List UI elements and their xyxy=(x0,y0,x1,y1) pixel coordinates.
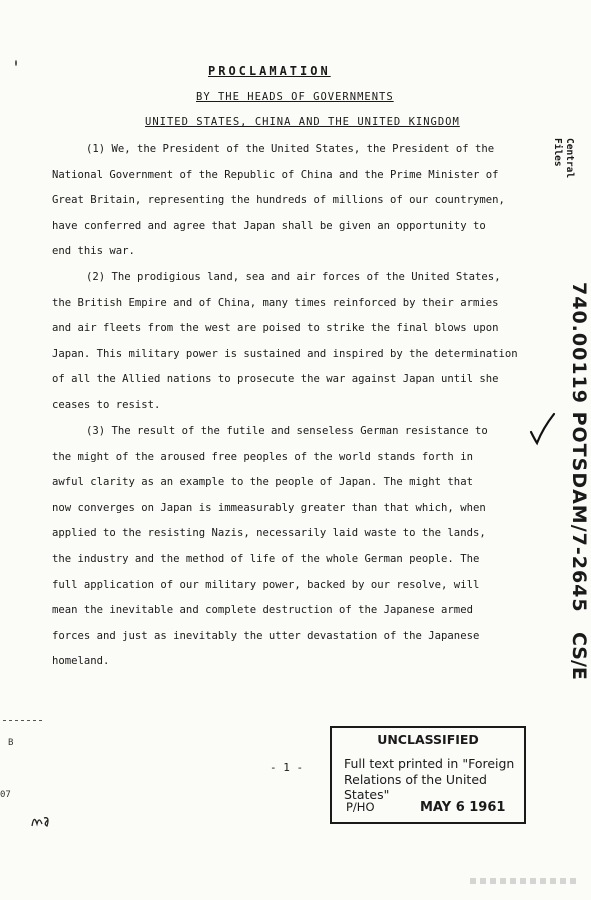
scan-noise xyxy=(470,878,580,884)
paragraph-3 xyxy=(52,419,540,675)
paragraph-line: (2) The prodigious land, sea and air forces of the United States, xyxy=(86,271,501,283)
handwritten-check-mark xyxy=(527,410,557,446)
margin-mark-bottom: 07 xyxy=(0,790,11,800)
paragraph-line: applied to the resisting Nazis, necessarily laid waste to the lands, xyxy=(52,527,486,540)
paragraph-line: full application of our military power, backed by our resolve, will xyxy=(52,578,480,591)
file-number: 740.00119 POTSDAM/7-2645 xyxy=(568,282,590,613)
paragraph-line: Japan. This military power is sustained and inspired by the determination xyxy=(52,347,518,360)
paragraph-line: (1) We, the President of the United States, the President of the xyxy=(86,143,495,155)
page-number: - 1 - xyxy=(270,761,304,774)
scan-speck xyxy=(15,60,17,66)
paragraph-2 xyxy=(52,265,540,419)
paragraph-line: now converges on Japan is immeasurably greater than that which, when xyxy=(52,501,486,514)
stamp-line-files: Files xyxy=(552,138,563,167)
stamp-note-line-2: Relations of the United States" xyxy=(344,772,487,802)
paragraph-line: of all the Allied nations to prosecute the war against Japan until she xyxy=(52,373,499,386)
document-parties: UNITED STATES, CHINA AND THE UNITED KINGDOM xyxy=(145,116,460,128)
paragraph-line: the British Empire and of China, many times reinforced by their armies xyxy=(52,296,499,309)
file-classification: CS/E xyxy=(568,632,590,680)
paragraph-line: ceases to resist. xyxy=(52,398,161,411)
paragraph-line: awful clarity as an example to the people of Japan. The might that xyxy=(52,476,473,489)
paragraph-line: the industry and the method of life of the whole German people. The xyxy=(52,552,480,565)
paragraph-line: National Government of the Republic of China and the Prime Minister of xyxy=(52,168,499,181)
central-files-stamp xyxy=(551,138,575,178)
paragraph-line: (3) The result of the futile and senseless German resistance to xyxy=(86,425,488,437)
stamp-header: UNCLASSIFIED xyxy=(377,732,479,747)
document-subtitle: BY THE HEADS OF GOVERNMENTS xyxy=(196,91,394,103)
paragraph-line: forces and just as inevitably the utter devastation of the Japanese xyxy=(52,629,480,642)
scan-dash-line xyxy=(3,720,43,721)
stamp-date: MAY 6 1961 xyxy=(420,800,506,815)
handwritten-initials xyxy=(30,810,54,830)
stamp-note-line-1: Full text printed in "Foreign xyxy=(344,756,515,771)
paragraph-line: have conferred and agree that Japan shall be given an opportunity to xyxy=(52,219,486,232)
paragraph-line: and air fleets from the west are poised to strike the final blows upon xyxy=(52,322,499,335)
paragraph-line: homeland. xyxy=(52,655,110,668)
margin-mark-b: B xyxy=(8,738,14,748)
paragraph-line: end this war. xyxy=(52,245,135,258)
paragraph-1 xyxy=(52,137,540,265)
stamp-line-central: Central xyxy=(564,138,575,179)
paragraph-line: Great Britain, representing the hundreds of millions of our countrymen, xyxy=(52,194,505,207)
stamp-office: P/HO xyxy=(346,800,375,814)
document-title: PROCLAMATION xyxy=(208,64,331,78)
paragraph-line: the might of the aroused free peoples of the world stands forth in xyxy=(52,450,473,463)
paragraph-line: mean the inevitable and complete destruction of the Japanese armed xyxy=(52,604,473,617)
declassification-stamp xyxy=(330,726,526,824)
